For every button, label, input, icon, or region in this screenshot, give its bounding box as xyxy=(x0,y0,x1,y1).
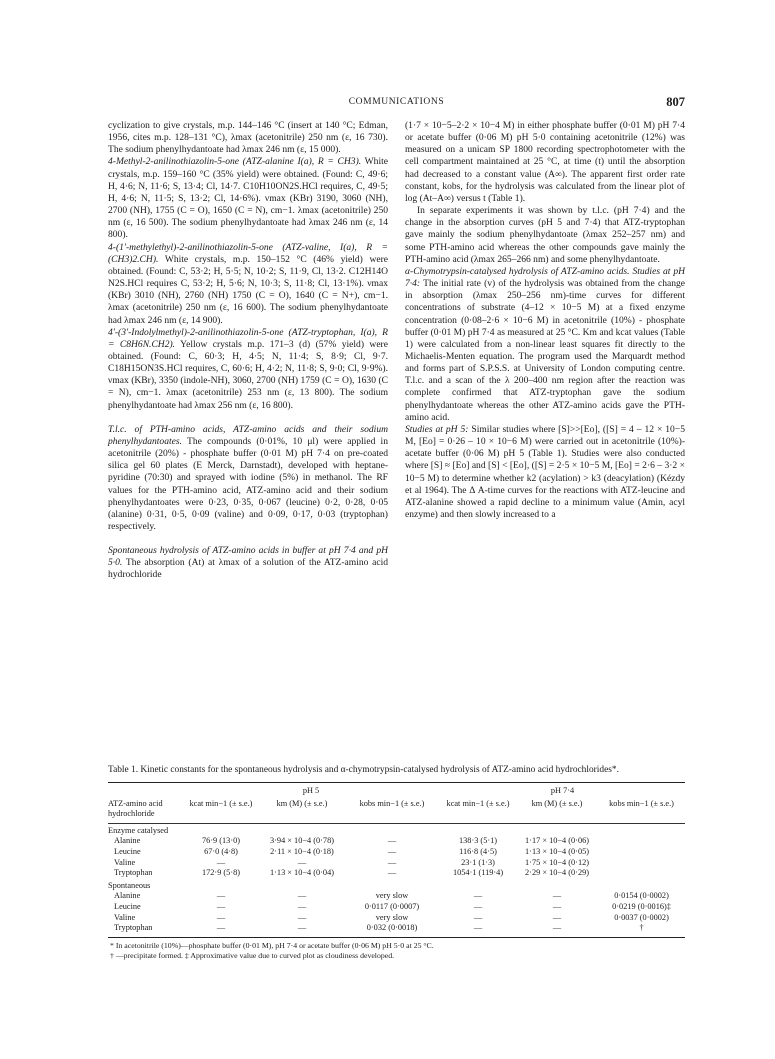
kinetic-table-block xyxy=(108,764,685,962)
table-cell-km5: 1·13 × 10−4 (0·04) xyxy=(270,868,334,878)
table-cell-km5: — xyxy=(297,901,307,911)
table-cell-kcat74: — xyxy=(473,891,483,901)
paragraph-text: cyclization to give crystals, m.p. 144–146 °C (insert at 140 °C; Edman, 1956, cites m.p. 128–131 °C), λmax (acetonitrile) 250 nm (ε, 16 730). The sodium phenylhydantoate had λmax 246 nm (ε, 15 000). xyxy=(108,120,388,156)
body-paragraph xyxy=(108,156,388,241)
table-cell-kobs74 xyxy=(598,847,685,858)
body-paragraph xyxy=(108,242,388,327)
paragraph-heading: 4-Methyl-2-anilinothiazolin-5-one (ATZ-alanine I(a), R = CH3). xyxy=(108,156,362,168)
body-paragraph xyxy=(405,424,685,521)
table-cell-kobs5: — xyxy=(387,836,397,846)
left-column xyxy=(108,120,388,582)
table-cell-kobs5: very slow xyxy=(375,891,409,901)
table-cell-kcat5: 172·9 (5·8) xyxy=(201,868,241,878)
table-row xyxy=(108,902,685,913)
group-ph5: pH 5 xyxy=(302,786,320,795)
paragraph-gap xyxy=(108,412,388,424)
table-cell-km74: 1·13 × 10−4 (0·05) xyxy=(525,846,589,856)
table-cell-kobs5: 0·032 (0·0018) xyxy=(366,923,418,933)
table-cell-kcat74: 23·1 (1·3) xyxy=(461,857,495,867)
group-ph74: pH 7·4 xyxy=(550,786,575,795)
table-cell-kcat74: — xyxy=(473,912,483,922)
table-row xyxy=(108,868,685,879)
col-kobs-ph74: kobs min−1 (± s.e.) xyxy=(609,798,674,808)
compound-name: Valine xyxy=(114,912,136,922)
table-cell-km74: 2·29 × 10−4 (0·29) xyxy=(525,868,589,878)
table-row xyxy=(108,891,685,902)
table-section-label: Spontaneous xyxy=(108,880,151,890)
body-paragraph xyxy=(108,120,388,156)
running-head: COMMUNICATIONS xyxy=(348,97,445,107)
table-cell-kobs5: — xyxy=(387,857,397,867)
paragraph-heading: Studies at pH 5: xyxy=(405,423,469,435)
table-section-label: Enzyme catalysed xyxy=(108,825,169,835)
paragraph-text: Yellow crystals m.p. 171–3 (d) (57% yield) were obtained. (Found: C, 60·3; H, 4·5; N, 11·4; S, 8·9; Cl, 9·7. C18H15ON3S.HCl requires, C, 60·6; H, 4·2; N, 11·8; S, 9·0; Cl, 9·9%). νmax (KBr), 3350 (indole-NH), 3060, 2700 (NH) 1759 (C = O), 1630 (C = N), cm−1. λmax (acetonitrile) 253 nm (ε, 13 800). The sodium phenylhydantoate had λmax 256 nm (ε, 16 800). xyxy=(108,338,388,411)
table-body xyxy=(108,824,685,937)
footnote-1: * In acetonitrile (10%)—phosphate buffer (0·01 M), pH 7·4 or acetate buffer (0·06 M) pH 5·0 at 25 °C. xyxy=(110,940,434,950)
col-kcat-ph74: kcat min−1 (± s.e.) xyxy=(446,798,510,808)
paragraph-heading: 4′-(3′-Indolylmethyl)-2-anilinothiazolin-5-one (ATZ-tryptophan, I(a), R = C8H6N.CH2). xyxy=(108,326,388,350)
table-cell-km74: — xyxy=(552,891,562,901)
table-cell-kcat74: 116·8 (4·5) xyxy=(459,846,497,856)
body-paragraph xyxy=(405,120,685,205)
table-cell-kobs74: 0·0154 (0·0002) xyxy=(614,891,669,901)
kinetic-table xyxy=(108,783,685,937)
paragraph-text: (1·7 × 10−5–2·2 × 10−4 M) in either phosphate buffer (0·01 M) pH 7·4 or acetate buffer (0·06 M) pH 5·0 containing acetonitrile (12%) was measured on a unicam SP 1800 recording spectrophotometer with the cell compartment maintained at 25 °C, at time (t) until the absorption had decreased to a constant value (A∞). The apparent first order rate constant, kobs, for the hydrolysis was calculated from the linear plot of log (At–A∞) versus t (Table 1). xyxy=(405,120,685,204)
table-caption: Table 1. Kinetic constants for the spontaneous hydrolysis and α-chymotrypsin-catalysed hydrolysis of ATZ-amino acid hydrochlorides*. xyxy=(108,765,619,775)
table-cell-kobs5: — xyxy=(387,846,397,856)
table-cell-kcat5: 67·0 (4·8) xyxy=(204,846,238,856)
paragraph-heading: Spontaneous hydrolysis of ATZ-amino acids in buffer at pH 7·4 and pH 5·0. xyxy=(108,545,388,569)
table-cell-km5: 3·94 × 10−4 (0·78) xyxy=(270,836,334,846)
right-column xyxy=(405,120,685,521)
page-header xyxy=(108,95,685,113)
table-cell-km5: — xyxy=(297,891,307,901)
compound-name: Alanine xyxy=(114,891,141,901)
table-cell-kobs74 xyxy=(598,868,685,879)
paragraph-text: White crystals, m.p. 159–160 °C (35% yield) were obtained. (Found: C, 49·6; H, 4·6; N, 11·6; S, 13·4; Cl, 14·7. C10H10ON2S.HCl requires, C, 49·5; H, 4·6; N, 11·5; S, 13·2; Cl, 14·6%). νmax (KBr) 3190, 3060 (NH), 2700 (NH), 1755 (C = O), 1650 (C = N), cm−1. λmax (acetonitrile) 250 nm (ε, 16 500). The sodium phenylhydantoate had λmax 246 nm (ε, 14 800). xyxy=(108,156,388,241)
table-cell-km5: — xyxy=(297,923,307,933)
body-paragraph xyxy=(108,545,388,581)
body-paragraph xyxy=(108,424,388,533)
table-cell-kcat5: — xyxy=(216,901,226,911)
table-cell-kobs74: 0·0219 (0·0016)‡ xyxy=(612,901,671,911)
body-paragraph xyxy=(405,266,685,424)
table-footnotes xyxy=(108,941,685,962)
table-cell-kobs74 xyxy=(598,836,685,847)
table-cell-km74: 1·17 × 10−4 (0·06) xyxy=(525,836,589,846)
col-km-ph74: km (M) (± s.e.) xyxy=(531,798,583,808)
body-paragraph xyxy=(405,205,685,266)
paragraph-heading: 4-(1′-methylethyl)-2-anilinothiazolin-5-one (ATZ-valine, I(a), R = (CH3)2.CH). xyxy=(108,241,388,265)
compound-name: Leucine xyxy=(114,846,141,856)
table-cell-kobs5: very slow xyxy=(375,912,409,922)
table-bottom-rule xyxy=(108,937,685,938)
table-cell-kobs5: — xyxy=(387,868,397,878)
col-compound: ATZ-amino acid hydrochloride xyxy=(108,798,163,819)
table-cell-km74: — xyxy=(552,923,562,933)
body-paragraph xyxy=(108,327,388,412)
compound-name: Tryptophan xyxy=(114,923,153,933)
paragraph-text: White crystals, m.p. 150–152 °C (46% yield) were obtained. (Found: C, 53·2; H, 5·5; N, 10·2; S, 11·9, Cl, 13·2. C12H14O N2S.HCl requires C, 53·2; H, 5·6; N, 10·3; S, 11·8; Cl, 13·1%). νmax (KBr) 3010 (NH), 2760 (NH) 1750 (C = O), 1640 (C = N+), cm−1. λmax (acetonitrile) 250 nm (ε, 16 600). The sodium phenylhydantoate had λmax 246 nm (ε, 14 900). xyxy=(108,253,388,326)
paragraph-text: The initial rate (v) of the hydrolysis was obtained from the change in absorption (λmax 250–256 nm)-time curves for different concentrations of substrate (4–12 × 10−5 M) at a fixed enzyme concentration (0·08–2·6 × 10−6 M) in acetonitrile (10%) - phosphate buffer (0·01 M) pH 7·4 as measured at 25 °C. Km and kcat values (Table 1) were calculated from a non-linear least squares fit directly to the Michaelis-Menten equation. The program used the Marquardt method and forms part of S.P.S.S. at University of London computing centre. T.l.c. and a scan of the λ 200–400 nm region after the reaction was complete confirmed that ATZ-tryptophan gave the sodium phenylhydantoate whereas the other ATZ-amino acids gave the PTH-amino acid. xyxy=(405,278,685,423)
col-km-ph5: km (M) (± s.e.) xyxy=(276,798,328,808)
table-cell-km5: — xyxy=(297,912,307,922)
table-row xyxy=(108,913,685,924)
table-cell-kobs5: 0·0117 (0·0007) xyxy=(364,901,420,911)
table-cell-km74: 1·75 × 10−4 (0·12) xyxy=(525,857,589,867)
table-cell-kcat74: 1054·1 (119·4) xyxy=(452,868,504,878)
col-kobs-ph5: kobs min−1 (± s.e.) xyxy=(359,798,425,808)
table-cell-km74: — xyxy=(552,912,562,922)
paragraph-gap xyxy=(108,533,388,545)
compound-name: Valine xyxy=(114,857,136,867)
paragraph-text: The absorption (At) at λmax of a solution of the ATZ-amino acid hydrochloride xyxy=(108,557,389,581)
table-cell-kobs74: 0·0037 (0·0002) xyxy=(614,912,669,922)
table-cell-km5: — xyxy=(297,857,307,867)
table-cell-kobs74 xyxy=(598,858,685,869)
footnote-2: † —precipitate formed. ‡ Approximative value due to curved plot as cloudiness developed. xyxy=(110,951,395,961)
table-row xyxy=(108,847,685,858)
table-cell-kcat5: 76·9 (13·0) xyxy=(201,836,241,846)
paragraph-heading: T.l.c. of PTH-amino acids, ATZ-amino acids and their sodium phenylhydantoates. xyxy=(108,423,388,447)
table-row xyxy=(108,923,685,937)
compound-name: Tryptophan xyxy=(114,868,153,878)
table-row xyxy=(108,858,685,869)
col-kcat-ph5: kcat min−1 (± s.e.) xyxy=(189,798,253,808)
paragraph-text: In separate experiments it was shown by t.l.c. (pH 7·4) and the change in the absorption curves (pH 5 and 7·4) that ATZ-tryptophan gave mainly the sodium phenylhydantoate (λmax 252–257 nm) and some PTH-amino acid whereas the other compounds gave mainly the PTH-amino acid (λmax 265–266 nm) and some phenylhydantoate. xyxy=(405,205,685,265)
table-row xyxy=(108,836,685,847)
table-cell-kcat74: — xyxy=(473,901,483,911)
table-cell-kcat5: — xyxy=(216,857,226,867)
compound-name: Alanine xyxy=(114,836,141,846)
table-cell-kcat5: — xyxy=(216,891,226,901)
page-number: 807 xyxy=(666,95,685,109)
compound-name: Leucine xyxy=(114,901,141,911)
paragraph-heading: α-Chymotrypsin-catalysed hydrolysis of ATZ-amino acids. Studies at pH 7·4: xyxy=(405,265,685,290)
paragraph-text: The compounds (0·01%, 10 μl) were applied in acetonitrile (20%) - phosphate buffer (0·01 M) pH 7·4 on pre-coated silica gel 60 plates (E Merck, Darnstadt), developed with heptane-pyridine (70:30) and sprayed with iodine (5%) in methanol. The RF values for the PTH-amino acid, ATZ-amino acid and their sodium phenylhydantoates were 0·23, 0·35, 0·067 (leucine) 0·2, 0·28, 0·05 (alanine) 0·31, 0·5, 0·09 (valine) and 0·09, 0·17, 0·03 (tryptophan) respectively. xyxy=(108,435,388,532)
table-cell-km74: — xyxy=(552,901,562,911)
table-cell-kcat74: 138·3 (5·1) xyxy=(459,836,498,846)
table-cell-kcat5: — xyxy=(216,923,226,933)
table-cell-kobs74: † xyxy=(639,923,644,933)
table-cell-km5: 2·11 × 10−4 (0·18) xyxy=(270,846,334,856)
table-cell-kcat5: — xyxy=(216,912,226,922)
paragraph-text: Similar studies where [S]>>[Eo], ([S] = 4 – 12 × 10−5 M, [Eo] = 0·26 – 10 × 10−6 M) were carried out in acetonitrile (10%)-acetate buffer (0·06 M) pH 5 (Table 1). Studies were also conducted where [S] ≈ [Eo] and [S] < [Eo], ([S] = 2·5 × 10−5 M, [Eo] = 2·6 – 3·2 × 10−5 M) to determine whether k2 (acylation) > k3 (deacylation) (Kézdy et al 1964). The Δ A-time curves for the reactions with ATZ-leucine and ATZ-alanine showed a rapid decline to a minimum value (Amin, acyl enzyme) and then slowly increased to a xyxy=(405,423,685,520)
table-cell-kcat74: — xyxy=(473,923,483,933)
